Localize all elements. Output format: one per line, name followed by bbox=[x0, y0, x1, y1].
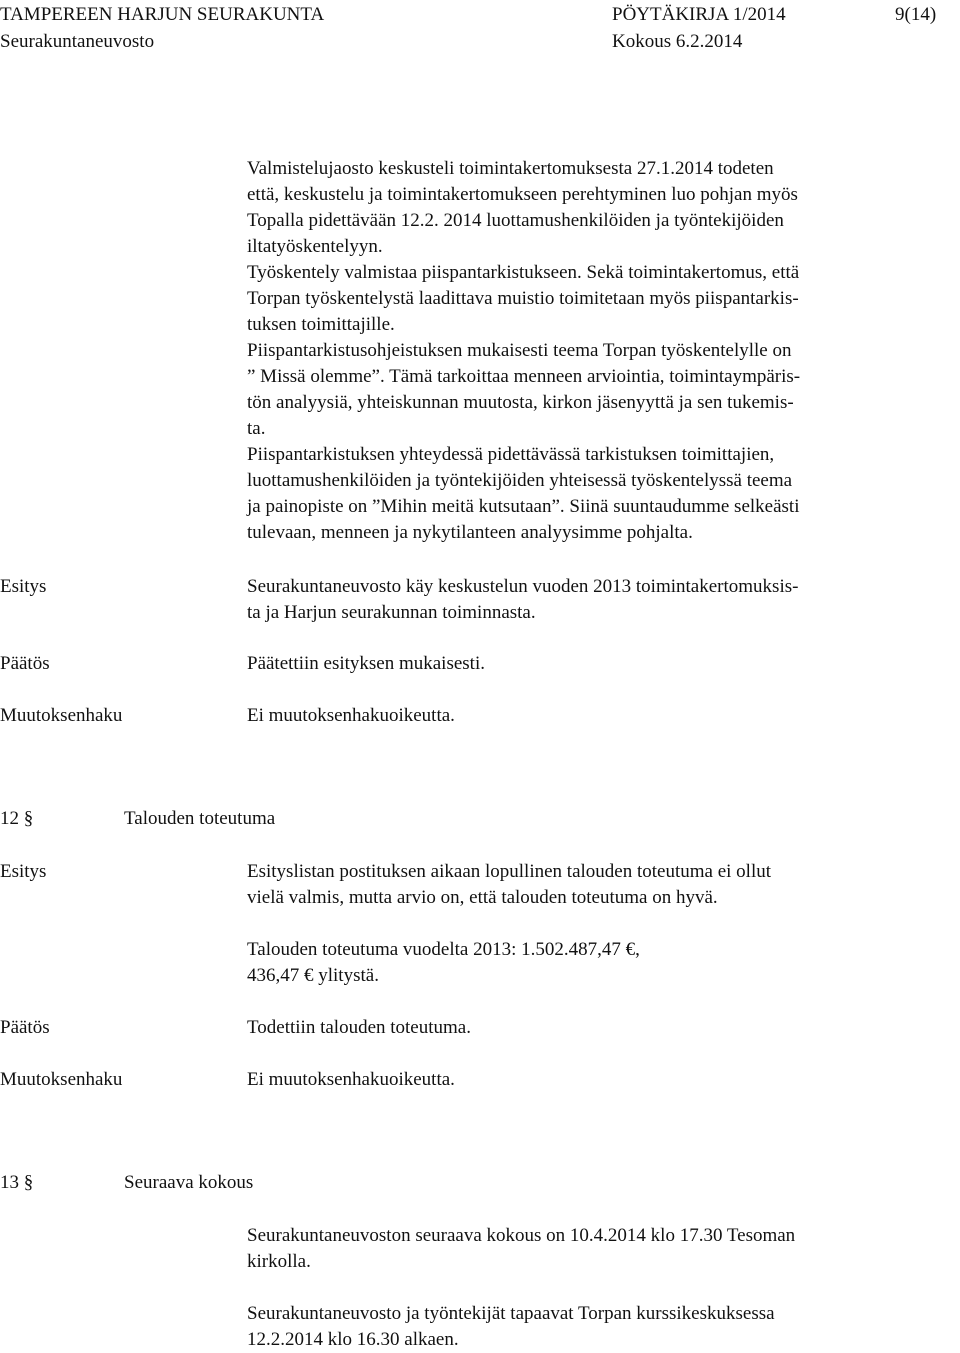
s13-number: 13 § bbox=[0, 1172, 34, 1193]
s13-p1-line: Seurakuntaneuvoston seuraava kokous on 10.4.2014 klo 17.30 Tesoman bbox=[247, 1225, 796, 1246]
header-meeting: Kokous 6.2.2014 bbox=[612, 31, 743, 52]
intro-line: ” Missä olemme”. Tämä tarkoittaa menneen arviointia, toimintaympäris- bbox=[247, 366, 801, 387]
header-page: 9(14) bbox=[895, 4, 937, 25]
intro-line: Topalla pidettävään 12.2. 2014 luottamushenkilöiden ja työntekijöiden bbox=[247, 210, 784, 231]
intro-line: että, keskustelu ja toimintakertomukseen perehtyminen luo pohjan myös bbox=[247, 184, 798, 205]
s12-number: 12 § bbox=[0, 808, 34, 829]
s12-title: Talouden toteutuma bbox=[124, 808, 276, 829]
s12-muutos-text: Ei muutoksenhakuoikeutta. bbox=[247, 1069, 455, 1090]
s13-p1-line: kirkolla. bbox=[247, 1251, 311, 1272]
header-org: TAMPEREEN HARJUN SEURAKUNTA bbox=[0, 4, 325, 25]
s11-esitys-label: Esitys bbox=[0, 576, 47, 597]
s13-paragraph-1 bbox=[247, 1223, 927, 1275]
intro-line: tulevaan, menneen ja nykytilanteen analyysimme pohjalta. bbox=[247, 522, 693, 543]
intro-line: luottamushenkilöiden ja työntekijöiden yhteisessä työskentelyssä teema bbox=[247, 470, 793, 491]
s12-esitys-text bbox=[247, 859, 927, 911]
s12-muutos-label: Muutoksenhaku bbox=[0, 1069, 123, 1090]
intro-line: tön analyysiä, yhteiskunnan muutosta, kirkon jäsenyyttä ja sen tukemis- bbox=[247, 392, 794, 413]
s11-esitys-line: ta ja Harjun seurakunnan toiminnasta. bbox=[247, 602, 536, 623]
intro-line: Torpan työskentelystä laadittava muistio toimitetaan myös piispantarkis- bbox=[247, 288, 799, 309]
s12-figures bbox=[247, 937, 927, 989]
intro-line: tuksen toimittajille. bbox=[247, 314, 395, 335]
s13-p2-line: Seurakuntaneuvosto ja työntekijät tapaavat Torpan kurssikeskuksessa bbox=[247, 1303, 775, 1324]
s11-esitys-text bbox=[247, 574, 927, 626]
intro-line: iltatyöskentelyyn. bbox=[247, 236, 383, 257]
s12-figures-line: 436,47 € ylitystä. bbox=[247, 965, 379, 986]
s11-esitys-line: Seurakuntaneuvosto käy keskustelun vuoden 2013 toimintakertomuksis- bbox=[247, 576, 799, 597]
intro-line: ja painopiste on ”Mihin meitä kutsutaan”. Siinä suuntaudumme selkeästi bbox=[247, 496, 800, 517]
header-body-name: Seurakuntaneuvosto bbox=[0, 31, 155, 52]
intro-line: Työskentely valmistaa piispantarkistukseen. Sekä toimintakertomus, että bbox=[247, 262, 800, 283]
s13-paragraph-2 bbox=[247, 1301, 927, 1353]
header-doc: PÖYTÄKIRJA 1/2014 bbox=[612, 4, 786, 25]
s11-paatos-text: Päätettiin esityksen mukaisesti. bbox=[247, 653, 485, 674]
intro-line: Valmistelujaosto keskusteli toimintakertomuksesta 27.1.2014 todeten bbox=[247, 158, 774, 179]
s12-esitys-line: vielä valmis, mutta arvio on, että talouden toteutuma on hyvä. bbox=[247, 887, 718, 908]
intro-line: Piispantarkistuksen yhteydessä pidettävässä tarkistuksen toimittajien, bbox=[247, 444, 775, 465]
s12-paatos-label: Päätös bbox=[0, 1017, 50, 1038]
s11-muutos-label: Muutoksenhaku bbox=[0, 705, 123, 726]
s13-title: Seuraava kokous bbox=[124, 1172, 254, 1193]
s12-paatos-text: Todettiin talouden toteutuma. bbox=[247, 1017, 471, 1038]
s11-paatos-label: Päätös bbox=[0, 653, 50, 674]
s12-esitys-line: Esityslistan postituksen aikaan lopullinen talouden toteutuma ei ollut bbox=[247, 861, 772, 882]
s12-figures-line: Talouden toteutuma vuodelta 2013: 1.502.487,47 €, bbox=[247, 939, 640, 960]
intro-line: Piispantarkistusohjeistuksen mukaisesti teema Torpan työskentelylle on bbox=[247, 340, 792, 361]
s12-esitys-label: Esitys bbox=[0, 861, 47, 882]
s13-p2-line: 12.2.2014 klo 16.30 alkaen. bbox=[247, 1329, 459, 1350]
intro-text bbox=[247, 156, 927, 546]
s11-muutos-text: Ei muutoksenhakuoikeutta. bbox=[247, 705, 455, 726]
intro-line: ta. bbox=[247, 418, 266, 439]
